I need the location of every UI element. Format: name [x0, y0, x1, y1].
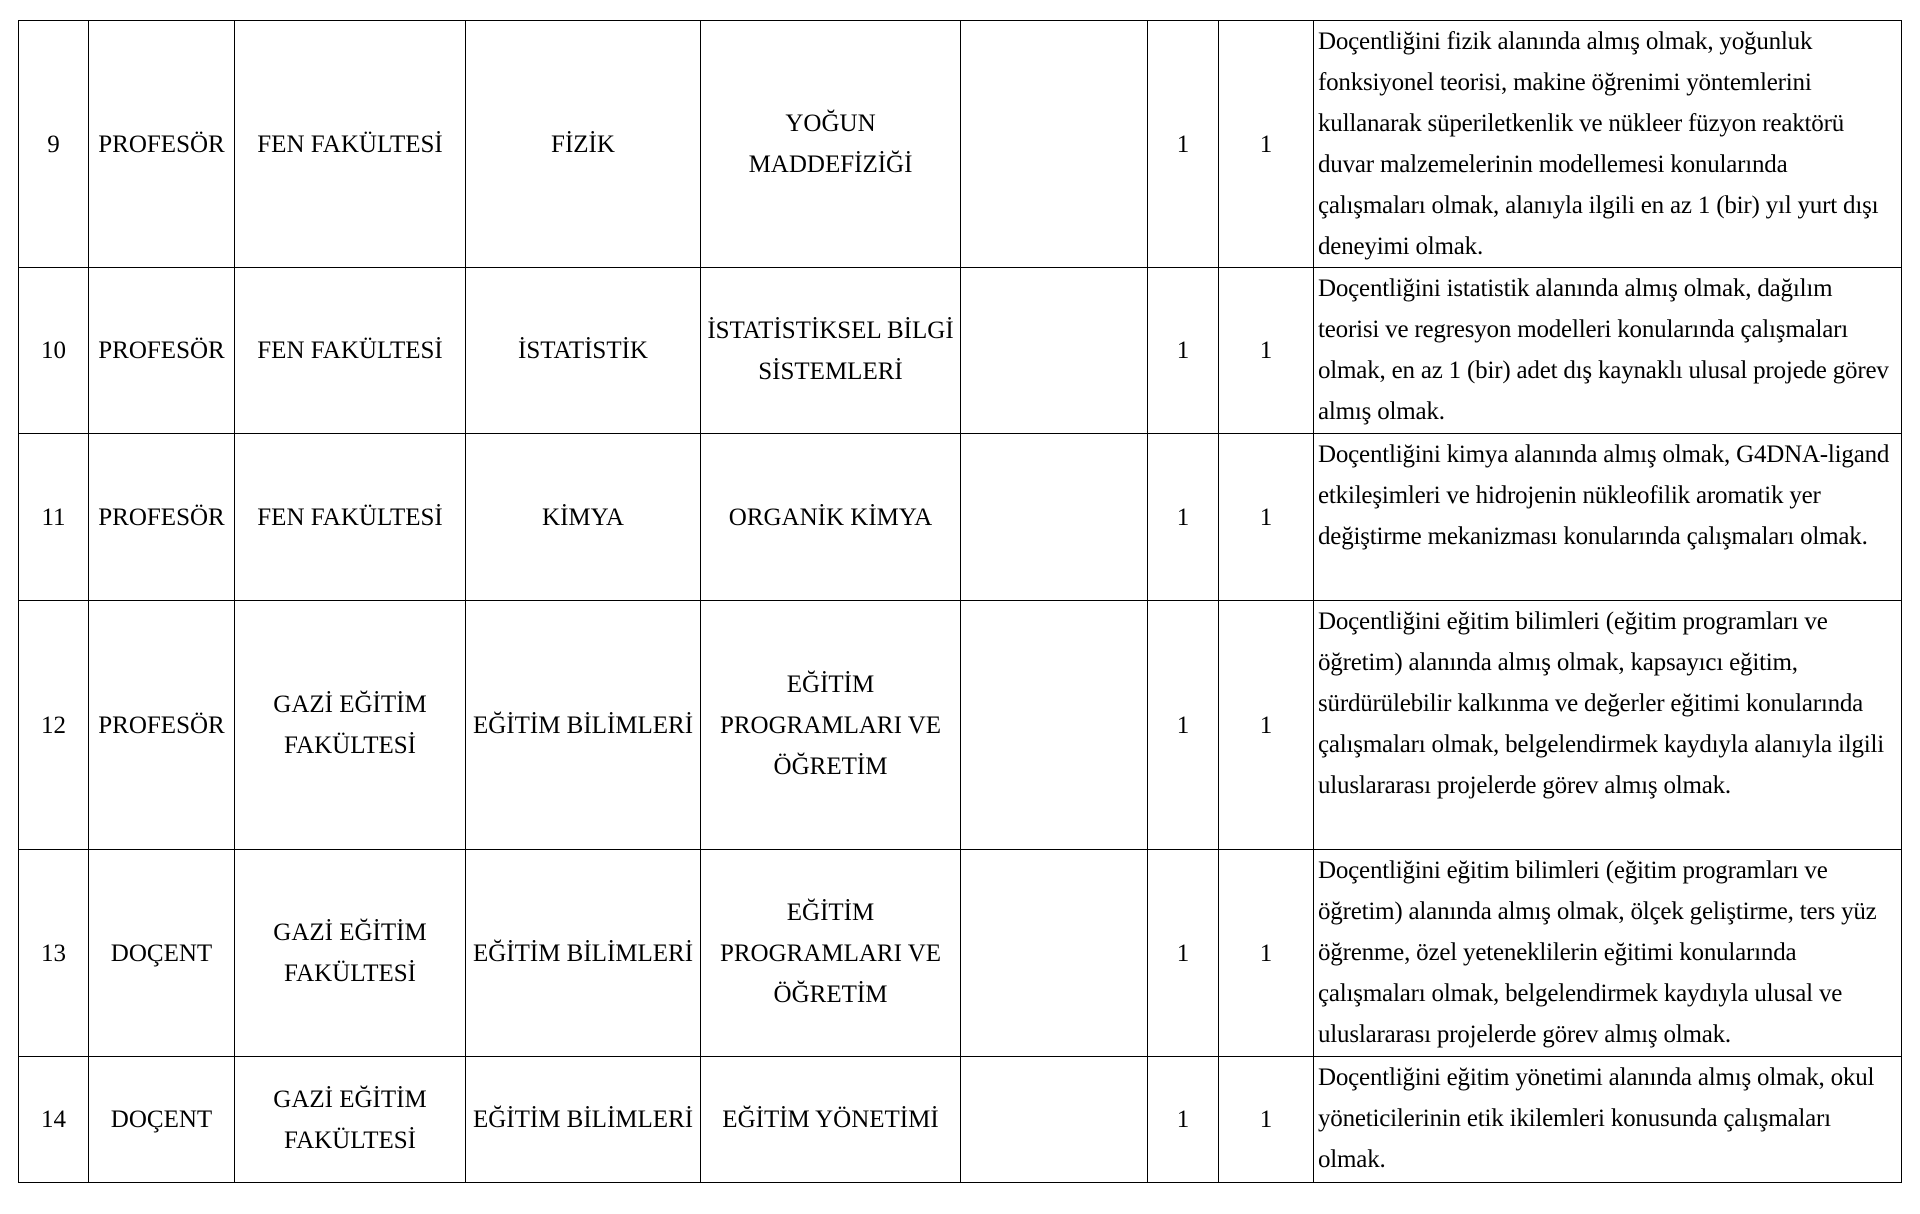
requirements: Doçentliğini kimya alanında almış olmak, G4DNA-ligand etkileşimleri ve hidrojenin nükleofilik aromatik yer değiştirme mekanizması konularında çalışmaları olmak. — [1314, 434, 1902, 601]
row-number: 14 — [19, 1057, 89, 1183]
department: EĞİTİM BİLİMLERİ — [466, 1057, 701, 1183]
faculty: GAZİ EĞİTİM FAKÜLTESİ — [235, 601, 466, 850]
requirements: Doçentliğini eğitim bilimleri (eğitim programları ve öğretim) alanında almış olmak, kapsayıcı eğitim, sürdürülebilir kalkınma ve değerler eğitimi konularında çalışmaları olmak, belgelendirmek kaydıyla alanıyla ilgili uluslararası projelerde görev almış olmak. — [1314, 601, 1902, 850]
faculty: GAZİ EĞİTİM FAKÜLTESİ — [235, 1057, 466, 1183]
count-1: 1 — [1148, 601, 1219, 850]
count-2: 1 — [1219, 21, 1314, 268]
field: YOĞUN MADDEFİZİĞİ — [701, 21, 961, 268]
field: ORGANİK KİMYA — [701, 434, 961, 601]
faculty: FEN FAKÜLTESİ — [235, 268, 466, 434]
count-2: 1 — [1219, 1057, 1314, 1183]
faculty: GAZİ EĞİTİM FAKÜLTESİ — [235, 850, 466, 1057]
count-2: 1 — [1219, 850, 1314, 1057]
positions-table — [18, 20, 1902, 1183]
field: EĞİTİM YÖNETİMİ — [701, 1057, 961, 1183]
count-1: 1 — [1148, 21, 1219, 268]
count-2: 1 — [1219, 601, 1314, 850]
table-row — [19, 601, 1902, 850]
department: FİZİK — [466, 21, 701, 268]
academic-title: DOÇENT — [89, 850, 235, 1057]
row-number: 11 — [19, 434, 89, 601]
table-row — [19, 434, 1902, 601]
empty-cell — [961, 601, 1148, 850]
empty-cell — [961, 850, 1148, 1057]
table-row — [19, 268, 1902, 434]
requirements: Doçentliğini eğitim bilimleri (eğitim programları ve öğretim) alanında almış olmak, ölçek geliştirme, ters yüz öğrenme, özel yeteneklilerin eğitimi konularında çalışmaları olmak, belgelendirmek kaydıyla ulusal ve uluslararası projelerde görev almış olmak. — [1314, 850, 1902, 1057]
row-number: 10 — [19, 268, 89, 434]
department: İSTATİSTİK — [466, 268, 701, 434]
field: İSTATİSTİKSEL BİLGİ SİSTEMLERİ — [701, 268, 961, 434]
requirements: Doçentliğini fizik alanında almış olmak, yoğunluk fonksiyonel teorisi, makine öğrenimi yöntemlerini kullanarak süperiletkenlik ve nükleer füzyon reaktörü duvar malzemelerinin modellemesi konularında çalışmaları olmak, alanıyla ilgili en az 1 (bir) yıl yurt dışı deneyimi olmak. — [1314, 21, 1902, 268]
academic-title: PROFESÖR — [89, 268, 235, 434]
requirements: Doçentliğini eğitim yönetimi alanında almış olmak, okul yöneticilerinin etik ikilemleri konusunda çalışmaları olmak. — [1314, 1057, 1902, 1183]
empty-cell — [961, 268, 1148, 434]
count-1: 1 — [1148, 1057, 1219, 1183]
empty-cell — [961, 21, 1148, 268]
row-number: 13 — [19, 850, 89, 1057]
count-2: 1 — [1219, 434, 1314, 601]
empty-cell — [961, 1057, 1148, 1183]
table-row — [19, 850, 1902, 1057]
academic-title: PROFESÖR — [89, 601, 235, 850]
department: KİMYA — [466, 434, 701, 601]
academic-title: DOÇENT — [89, 1057, 235, 1183]
academic-title: PROFESÖR — [89, 21, 235, 268]
faculty: FEN FAKÜLTESİ — [235, 21, 466, 268]
table-row — [19, 21, 1902, 268]
row-number: 9 — [19, 21, 89, 268]
academic-title: PROFESÖR — [89, 434, 235, 601]
count-1: 1 — [1148, 850, 1219, 1057]
requirements: Doçentliğini istatistik alanında almış olmak, dağılım teorisi ve regresyon modelleri konularında çalışmaları olmak, en az 1 (bir) adet dış kaynaklı ulusal projede görev almış olmak. — [1314, 268, 1902, 434]
department: EĞİTİM BİLİMLERİ — [466, 850, 701, 1057]
count-1: 1 — [1148, 268, 1219, 434]
count-2: 1 — [1219, 268, 1314, 434]
table-row — [19, 1057, 1902, 1183]
department: EĞİTİM BİLİMLERİ — [466, 601, 701, 850]
field: EĞİTİM PROGRAMLARI VE ÖĞRETİM — [701, 601, 961, 850]
row-number: 12 — [19, 601, 89, 850]
faculty: FEN FAKÜLTESİ — [235, 434, 466, 601]
field: EĞİTİM PROGRAMLARI VE ÖĞRETİM — [701, 850, 961, 1057]
empty-cell — [961, 434, 1148, 601]
count-1: 1 — [1148, 434, 1219, 601]
